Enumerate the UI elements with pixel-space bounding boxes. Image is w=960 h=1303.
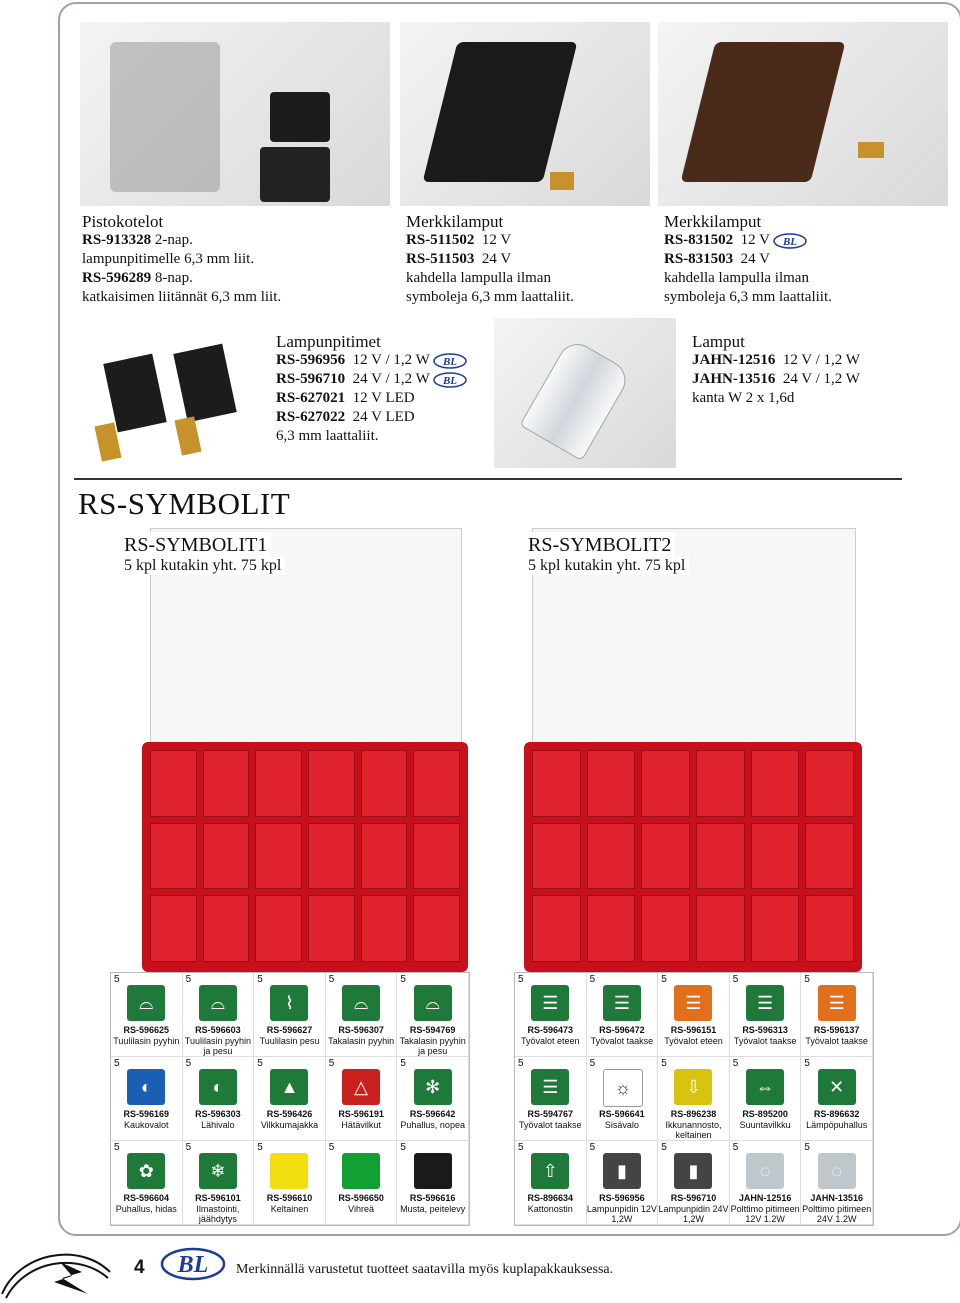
kit-title-2: RS-SYMBOLIT2 xyxy=(524,532,675,557)
product-spec: 24 V / 1,2 W xyxy=(352,371,430,387)
product-spec: 24 V LED xyxy=(352,409,415,425)
symbol-description: Työvalot taakse xyxy=(519,1120,582,1130)
product-spec: 12 V xyxy=(481,232,512,248)
quantity-label: 5 xyxy=(257,1142,263,1153)
kit-case-2 xyxy=(532,528,854,968)
symbol-description: Tuulilasin pyyhin ja pesu xyxy=(184,1036,251,1056)
svg-text:BL: BL xyxy=(443,374,458,387)
kit-subtitle-2: 5 kpl kutakin yht. 75 kpl xyxy=(524,557,689,575)
photo-bulb xyxy=(494,318,676,468)
symbol-description: Työvalot taakse xyxy=(805,1036,868,1046)
symbol-cell xyxy=(515,973,587,1057)
symbol-code: RS-596616 xyxy=(409,1193,456,1203)
jp-logo-icon xyxy=(0,1232,112,1302)
work-light-rear-icon: ☰ xyxy=(603,985,641,1021)
quantity-label: 5 xyxy=(518,1058,524,1069)
symbol-cell xyxy=(587,973,659,1057)
symbol-code: RS-594767 xyxy=(527,1109,574,1119)
interior-light-icon: ☼ xyxy=(603,1069,643,1107)
section-title: RS-SYMBOLIT xyxy=(78,486,291,521)
symbol-code: RS-896632 xyxy=(813,1109,860,1119)
symbol-cell xyxy=(183,1141,255,1225)
lamp-holder-icon: ▮ xyxy=(674,1153,712,1189)
lamp-holder-icon: ▮ xyxy=(603,1153,641,1189)
high-beam-icon: ◐ xyxy=(127,1069,165,1105)
photo-lamp-holders xyxy=(80,318,256,468)
symbol-code: JAHN-13516 xyxy=(810,1193,863,1203)
product-code: RS-831503 xyxy=(664,251,734,267)
symbol-cell xyxy=(801,1057,873,1141)
symbol-code: RS-596426 xyxy=(266,1109,313,1119)
product-code: RS-913328 xyxy=(82,232,152,248)
page-number: 4 xyxy=(134,1257,145,1278)
turn-signal-icon: ⇔ xyxy=(746,1069,784,1105)
product-code: RS-596289 xyxy=(82,270,152,286)
work-light-front-orange-icon: ☰ xyxy=(674,985,712,1021)
symbol-description: Takalasin pyyhin ja pesu xyxy=(399,1036,466,1056)
photo-indicator-lamp-brown xyxy=(658,22,948,206)
symbol-code: RS-596610 xyxy=(266,1193,313,1203)
work-light-front-icon: ☰ xyxy=(531,985,569,1021)
caption-line: kahdella lampulla ilman xyxy=(406,270,551,286)
product-code: JAHN-13516 xyxy=(692,371,776,387)
quantity-label: 5 xyxy=(589,1058,596,1069)
quantity-label: 5 xyxy=(185,1142,192,1153)
symbol-code: RS-596710 xyxy=(670,1193,717,1203)
product-spec: 8-nap. xyxy=(154,270,193,286)
symbol-code: RS-596169 xyxy=(123,1109,170,1119)
product-code: JAHN-12516 xyxy=(692,352,776,368)
quantity-label: 5 xyxy=(589,1142,596,1153)
symbol-cell xyxy=(587,1141,659,1225)
hazard-icon: △ xyxy=(342,1069,380,1105)
product-code: RS-627022 xyxy=(276,409,346,425)
work-light-icon: ☰ xyxy=(531,1069,569,1105)
quantity-label: 5 xyxy=(804,1058,810,1069)
symbol-code: RS-596604 xyxy=(123,1193,170,1203)
symbol-description: Takalasin pyyhin xyxy=(328,1036,395,1046)
symbol-code: RS-895200 xyxy=(742,1109,788,1119)
svg-text:BL: BL xyxy=(783,235,798,248)
wiper-icon: ⌓ xyxy=(127,985,165,1021)
wiper-wash-icon: ⌓ xyxy=(199,985,237,1021)
symbol-panel-1 xyxy=(110,972,470,1226)
quantity-label: 5 xyxy=(257,974,263,985)
symbol-code: RS-596627 xyxy=(266,1025,313,1035)
symbol-description: Puhallus, hidas xyxy=(115,1204,177,1214)
symbol-cell xyxy=(254,1141,326,1225)
caption-line: 6,3 mm laattaliit. xyxy=(276,428,379,444)
bl-logo-footer xyxy=(160,1246,226,1282)
quantity-label: 5 xyxy=(114,1058,120,1069)
symbol-cell xyxy=(183,973,255,1057)
section-divider xyxy=(74,478,902,480)
quantity-label: 5 xyxy=(257,1058,263,1069)
caption-line: symboleja 6,3 mm laattaliit. xyxy=(664,289,832,305)
caption-line: symboleja 6,3 mm laattaliit. xyxy=(406,289,574,305)
quantity-label: 5 xyxy=(328,1058,335,1069)
quantity-label: 5 xyxy=(732,974,739,985)
symbol-cell xyxy=(515,1057,587,1141)
product-spec: 24 V xyxy=(740,251,770,267)
symbol-panel-2 xyxy=(514,972,874,1226)
symbol-cell xyxy=(730,1141,802,1225)
green-blank-icon xyxy=(342,1153,380,1189)
caption-title: Lamput xyxy=(692,332,745,351)
symbol-code: RS-596473 xyxy=(527,1025,574,1035)
symbol-cell xyxy=(326,1141,398,1225)
quantity-label: 5 xyxy=(114,1142,120,1153)
symbol-cell xyxy=(111,973,183,1057)
symbol-code: RS-596642 xyxy=(409,1109,456,1119)
symbol-cell xyxy=(515,1141,587,1225)
low-beam-icon: ◐ xyxy=(199,1069,237,1105)
product-code: RS-511503 xyxy=(406,251,475,267)
symbol-cell xyxy=(658,1141,730,1225)
symbol-code: RS-896634 xyxy=(527,1193,574,1203)
yellow-blank-icon xyxy=(270,1153,308,1189)
symbol-cell xyxy=(111,1141,183,1225)
quantity-label: 5 xyxy=(732,1142,739,1153)
quantity-label: 5 xyxy=(804,1142,810,1153)
symbol-cell xyxy=(254,973,326,1057)
quantity-label: 5 xyxy=(518,974,524,985)
caption-line: katkaisimen liitännät 6,3 mm liit. xyxy=(82,289,282,305)
product-code: RS-831502 xyxy=(664,232,734,248)
kit-tray xyxy=(142,742,468,972)
symbol-description: Suuntavilkku xyxy=(739,1120,791,1130)
fan-slow-icon: ✿ xyxy=(127,1153,165,1189)
caption-line: kahdella lampulla ilman xyxy=(664,270,809,286)
symbol-cell xyxy=(730,973,802,1057)
symbol-cell xyxy=(326,973,398,1057)
product-spec: 12 V xyxy=(740,232,770,248)
symbol-code: JAHN-12516 xyxy=(738,1193,792,1203)
product-code: RS-596956 xyxy=(276,352,346,368)
washer-icon: ⌇ xyxy=(270,985,308,1021)
symbol-code: RS-596101 xyxy=(195,1193,241,1203)
rear-wiper-wash-icon: ⌓ xyxy=(414,985,452,1021)
beacon-icon: ▲ xyxy=(270,1069,308,1105)
window-lift-icon: ⇩ xyxy=(674,1069,712,1105)
symbol-code: RS-596625 xyxy=(123,1025,170,1035)
product-code: RS-596710 xyxy=(276,371,346,387)
product-spec: 12 V / 1,2 W xyxy=(352,352,430,368)
product-spec: 12 V / 1,2 W xyxy=(782,352,860,368)
quantity-label: 5 xyxy=(400,1142,406,1153)
symbol-cell xyxy=(801,973,873,1057)
symbol-cell xyxy=(111,1057,183,1141)
symbol-description: Ikkunannosto, keltainen xyxy=(665,1120,722,1140)
caption-title: Pistokotelot xyxy=(82,212,164,231)
symbol-code: RS-596151 xyxy=(670,1025,717,1035)
svg-text:BL: BL xyxy=(177,1252,209,1278)
photo-indicator-lamp-black xyxy=(400,22,650,206)
rear-wiper-icon: ⌓ xyxy=(342,985,380,1021)
symbol-description: Lähivalo xyxy=(201,1120,235,1130)
product-spec: 24 V / 1,2 W xyxy=(782,371,860,387)
quantity-label: 5 xyxy=(589,974,596,985)
symbol-description: Ilmastointi, jäähdytys xyxy=(196,1204,240,1224)
kit-case-1 xyxy=(150,528,460,968)
quantity-label: 5 xyxy=(661,1058,667,1069)
symbol-description: Lampunpidin 12V 1,2W xyxy=(586,1204,657,1224)
symbol-code: RS-596313 xyxy=(742,1025,788,1035)
black-blank-icon xyxy=(414,1153,452,1189)
symbol-code: RS-596191 xyxy=(338,1109,384,1119)
symbol-description: Puhallus, nopea xyxy=(400,1120,465,1130)
roof-lift-icon: ⇧ xyxy=(531,1153,569,1189)
svg-text:BL: BL xyxy=(443,355,458,368)
quantity-label: 5 xyxy=(518,1142,524,1153)
quantity-label: 5 xyxy=(661,1142,667,1153)
symbol-cell xyxy=(183,1057,255,1141)
quantity-label: 5 xyxy=(400,974,406,985)
bl-logo-icon xyxy=(773,233,807,249)
symbol-code: RS-596303 xyxy=(195,1109,241,1119)
symbol-description: Tuulilasin pesu xyxy=(259,1036,320,1046)
quantity-label: 5 xyxy=(804,974,810,985)
symbol-code: RS-596603 xyxy=(195,1025,241,1035)
symbol-description: Lämpöpuhallus xyxy=(806,1120,868,1130)
symbol-code: RS-596641 xyxy=(599,1109,645,1119)
symbol-cell xyxy=(326,1057,398,1141)
symbol-cell xyxy=(587,1057,659,1141)
symbol-description: Kattonostin xyxy=(527,1204,573,1214)
symbol-code: RS-596472 xyxy=(599,1025,645,1035)
kit-title-1: RS-SYMBOLIT1 xyxy=(120,532,271,557)
caption-lamput xyxy=(692,332,860,408)
bl-logo-icon xyxy=(433,372,467,388)
caption-merkkilamput-2 xyxy=(664,212,832,307)
quantity-label: 5 xyxy=(185,974,192,985)
symbol-description: Hätävilkut xyxy=(341,1120,381,1130)
symbol-description: Työvalot taakse xyxy=(590,1036,654,1046)
quantity-label: 5 xyxy=(400,1058,406,1069)
symbol-cell xyxy=(658,973,730,1057)
caption-merkkilamput-1 xyxy=(406,212,574,307)
kit-tray xyxy=(524,742,862,972)
symbol-description: Kaukovalot xyxy=(124,1120,169,1130)
symbol-description: Polttimo pitimeen 24V 1.2W xyxy=(802,1204,872,1224)
symbol-code: RS-596956 xyxy=(599,1193,645,1203)
photo-connector-housings xyxy=(80,22,390,206)
symbol-code: RS-596137 xyxy=(813,1025,860,1035)
caption-pistokotelot xyxy=(82,212,281,307)
work-light-rear-green-icon: ☰ xyxy=(746,985,784,1021)
product-code: RS-627021 xyxy=(276,390,346,406)
kit-subtitle-1: 5 kpl kutakin yht. 75 kpl xyxy=(120,557,285,575)
symbol-description: Keltainen xyxy=(270,1204,309,1214)
bl-logo-icon xyxy=(433,353,467,369)
symbol-cell xyxy=(397,1057,469,1141)
quantity-label: 5 xyxy=(661,974,667,985)
symbol-code: RS-896238 xyxy=(670,1109,717,1119)
symbol-cell xyxy=(801,1141,873,1225)
symbol-description: Vihreä xyxy=(348,1204,375,1214)
bulb-icon: ◌ xyxy=(818,1153,856,1189)
symbol-code: RS-596650 xyxy=(338,1193,384,1203)
symbol-cell xyxy=(397,973,469,1057)
symbol-cell xyxy=(730,1057,802,1141)
symbol-description: Lampunpidin 24V 1,2W xyxy=(658,1204,729,1224)
quantity-label: 5 xyxy=(732,1058,739,1069)
caption-line: lampunpitimelle 6,3 mm liit. xyxy=(82,251,255,267)
caption-title: Lampunpitimet xyxy=(276,332,381,351)
symbol-code: RS-594769 xyxy=(409,1025,456,1035)
product-spec: 12 V LED xyxy=(352,390,415,406)
caption-line: kanta W 2 x 1,6d xyxy=(692,390,795,406)
caption-title: Merkkilamput xyxy=(664,212,762,231)
product-code: RS-511502 xyxy=(406,232,475,248)
symbol-description: Työvalot taakse xyxy=(733,1036,797,1046)
bulb-icon: ◌ xyxy=(746,1153,784,1189)
quantity-label: 5 xyxy=(328,1142,335,1153)
symbol-cell xyxy=(397,1141,469,1225)
symbol-cell xyxy=(658,1057,730,1141)
work-light-rear-orange-icon: ☰ xyxy=(818,985,856,1021)
product-spec: 24 V xyxy=(481,251,512,267)
symbol-description: Tuulilasin pyyhin xyxy=(113,1036,180,1046)
product-spec: 2-nap. xyxy=(154,232,193,248)
symbol-description: Polttimo pitimeen 12V 1.2W xyxy=(730,1204,800,1224)
quantity-label: 5 xyxy=(328,974,335,985)
symbol-cell xyxy=(254,1057,326,1141)
symbol-description: Työvalot eteen xyxy=(664,1036,723,1046)
quantity-label: 5 xyxy=(114,974,120,985)
symbol-description: Työvalot eteen xyxy=(521,1036,580,1046)
footer-note: Merkinnällä varustetut tuotteet saatavilla myös kuplapakkauksessa. xyxy=(236,1262,614,1277)
heater-fan-icon: ✕ xyxy=(818,1069,856,1105)
caption-lampunpitimet xyxy=(276,332,467,446)
symbol-code: RS-596307 xyxy=(338,1025,384,1035)
quantity-label: 5 xyxy=(185,1058,192,1069)
symbol-description: Vilkkumajakka xyxy=(260,1120,319,1130)
snowflake-icon: ❄ xyxy=(199,1153,237,1189)
fan-fast-icon: ✻ xyxy=(414,1069,452,1105)
caption-title: Merkkilamput xyxy=(406,212,504,231)
symbol-description: Sisävalo xyxy=(604,1120,639,1130)
symbol-description: Musta, peitelevy xyxy=(400,1204,466,1214)
